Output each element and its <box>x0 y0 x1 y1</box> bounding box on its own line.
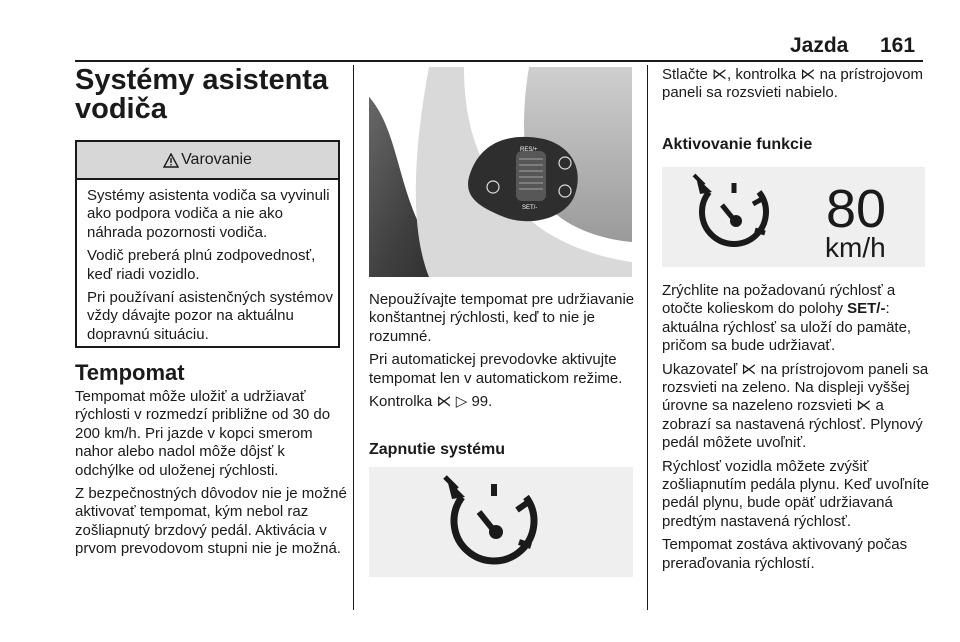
paragraph: Nepoužívajte tempomat pre udržiavanie konštantnej rýchlosti, keď to nie je rozumné. <box>369 291 635 345</box>
paragraph-kontrolka <box>369 393 641 411</box>
heading-zapnutie: Zapnutie systému <box>369 441 506 458</box>
page-ref-arrow-icon: ▷ <box>455 393 468 411</box>
text: : aktuálna rýchlosť sa uloží do pamäte, pričom sa bude udržiavať. <box>662 300 912 355</box>
speed-display-figure <box>662 167 925 267</box>
paragraph: Pri automatickej prevodovke aktivujte tempomat len v automatickom režime. <box>369 351 623 387</box>
paragraph <box>662 66 932 103</box>
text: , kontrolka <box>727 66 797 83</box>
set-label: SET/- <box>847 300 886 318</box>
warning-body <box>87 187 335 349</box>
paragraph: Tempomat zostáva aktivovaný počas preraďovania rýchlostí. <box>662 536 908 572</box>
middle-text <box>369 291 641 416</box>
speedometer-icon <box>369 467 633 577</box>
cruise-control-icon: ⋉ <box>712 66 728 83</box>
text: Zrýchlite na požadovanú rýchlosť a otočte kolieskom do polohy <box>662 282 896 318</box>
set-label: SET/- <box>522 205 538 211</box>
res-label: RES/+ <box>520 147 538 153</box>
display-unit: km/h <box>825 232 886 263</box>
warning-header <box>77 142 338 180</box>
display-speed: 80 <box>826 179 887 239</box>
warning-paragraph: Systémy asistenta vodiča sa vyvinuli ako podpora vodiča a nie ako náhrada pozornosti vodiča. <box>87 187 330 241</box>
text: a zobrazí sa nastavená rýchlosť. Plynový pedál môžete uvoľniť. <box>662 397 923 452</box>
steering-wheel-illustration <box>369 67 632 277</box>
paragraph <box>662 282 932 356</box>
header-rule <box>75 60 923 62</box>
cruise-control-symbol-figure <box>369 467 633 577</box>
page-header-title: Jazda <box>790 34 849 57</box>
right-intro <box>662 66 932 108</box>
right-body <box>662 282 932 578</box>
paragraph: Rýchlosť vozidla môžete zvýšiť zošliapnutím pedála plynu. Keď uvoľníte pedál plynu, bude opäť udržiavaná predtým nastavená rýchlosť. <box>662 457 930 530</box>
heading-tempomat: Tempomat <box>75 360 185 385</box>
warning-triangle-icon <box>163 153 179 168</box>
warning-box <box>75 140 340 348</box>
steering-wheel-icon <box>369 67 632 277</box>
paragraph: Tempomat môže uložiť a udržiavať rýchlosti v rozmedzí približne od 30 do 200 km/h. Pri jazde v kopci smerom nahor alebo nadol môže dôjsť k odchýlke od uloženej rýchlosti. <box>75 388 331 479</box>
cruise-control-icon: ⋉ <box>800 66 816 83</box>
speed-display-icon <box>662 167 925 267</box>
warning-paragraph: Pri používaní asistenčných systémov vždy dávajte pozor na aktuálnu dopravnú situáciu. <box>87 289 333 343</box>
warning-heading: Varovanie <box>181 151 252 168</box>
warning-paragraph: Vodič preberá plnú zodpovednosť, keď riadi vozidlo. <box>87 247 316 283</box>
paragraph <box>662 361 932 453</box>
text: Stlačte <box>662 66 708 83</box>
kontrolka-prefix: Kontrolka <box>369 393 433 411</box>
text: Ukazovateľ <box>662 360 738 378</box>
cruise-control-icon: ⋉ <box>856 397 872 415</box>
page-number: 161 <box>880 34 916 57</box>
kontrolka-page-ref: 99. <box>471 393 493 411</box>
heading-aktivovanie: Aktivovanie funkcie <box>662 136 813 153</box>
text: na prístrojovom paneli sa rozsvieti nabielo. <box>662 66 923 102</box>
column-divider <box>353 65 354 610</box>
cruise-control-icon: ⋉ <box>741 360 757 378</box>
text: na prístrojovom paneli sa rozsvieti na zeleno. Na displeji vyššej úrovne sa nazeleno rozsvieti <box>662 360 929 415</box>
cruise-control-icon: ⋉ <box>436 393 452 411</box>
paragraph: Z bezpečnostných dôvodov nie je možné aktivovať tempomat, kým nebol raz zošliapnutý brzdový pedál. Aktivácia v prvom prevodovom stupni nie je možná. <box>75 485 347 558</box>
section-title: Systémy asistenta vodiča <box>75 64 329 125</box>
column-divider <box>647 65 648 610</box>
tempomat-text <box>75 388 347 564</box>
